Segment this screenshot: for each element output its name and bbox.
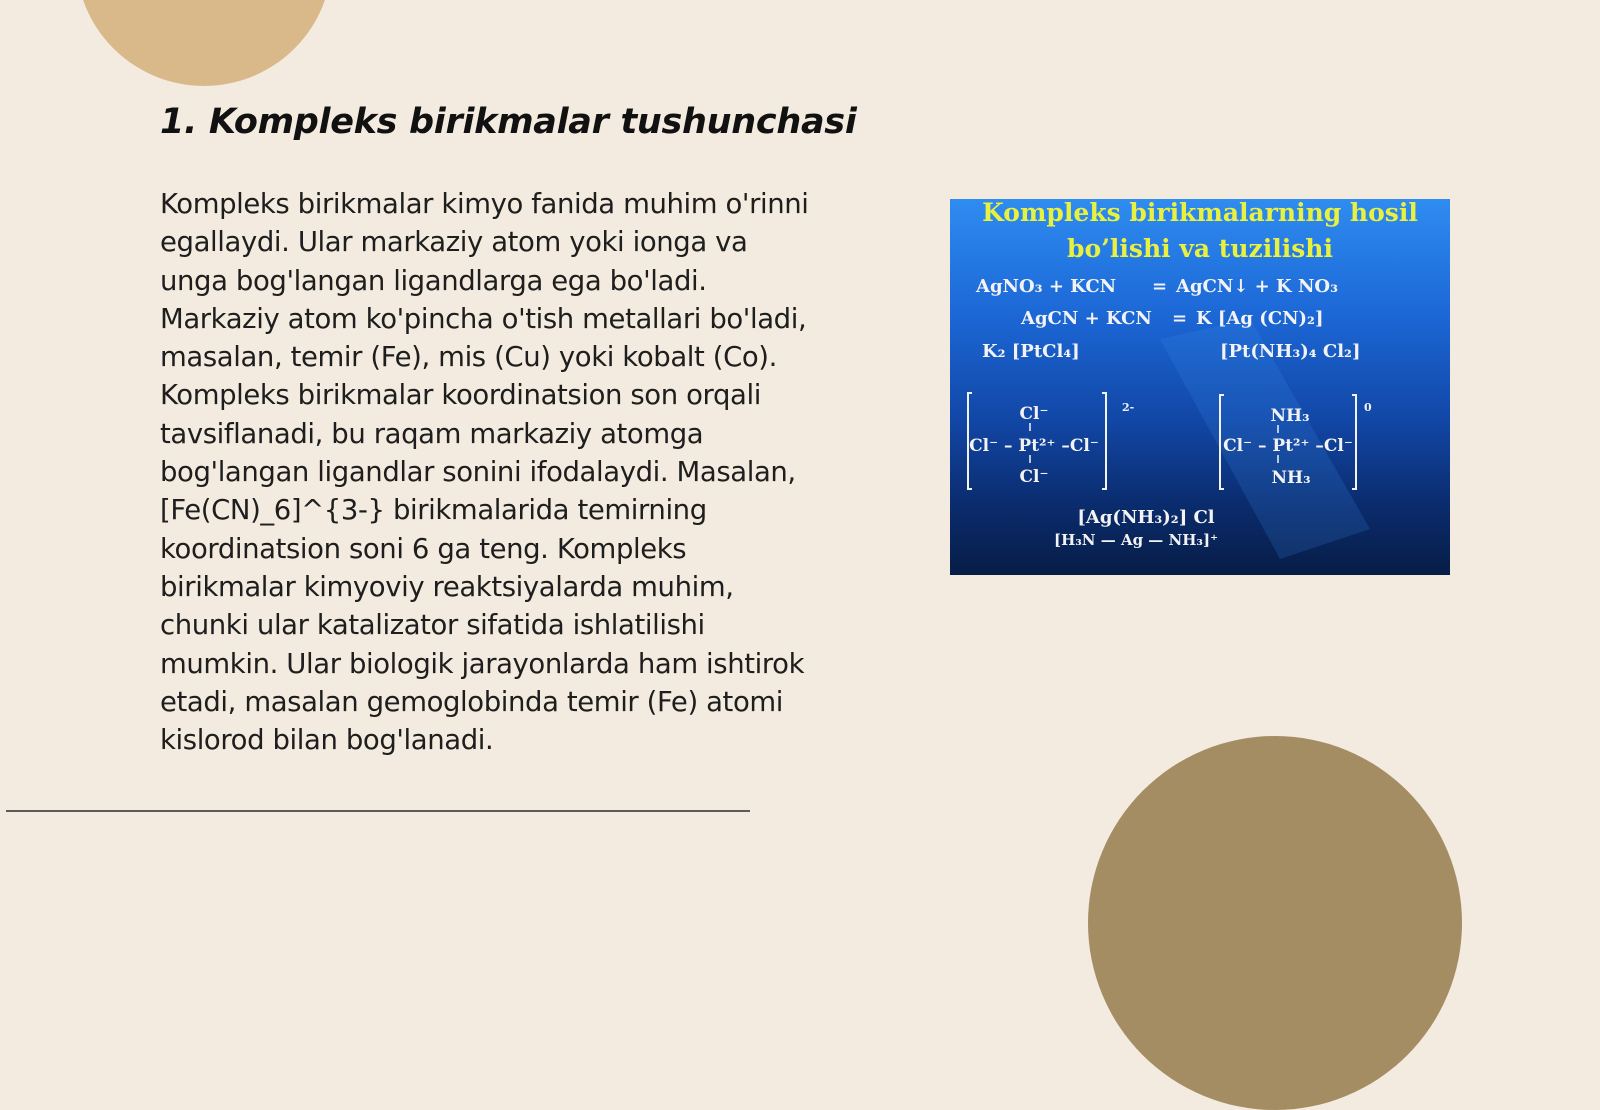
chemistry-diagram [950,199,1450,575]
complex2-middle: Cl⁻ – Pt²⁺ –Cl⁻ [1223,436,1353,456]
complex2-bottom-ligand: NH₃ [1271,468,1311,488]
complex2-top-ligand: NH₃ [1270,406,1310,426]
image-heading-line2: bo’lishi va tuzilishi [1067,234,1333,263]
silver-complex-structure: [H₃N — Ag — NH₃]⁺ [1053,531,1219,549]
complex-ptcl4-structure [968,393,1134,489]
slide-title: 1. Kompleks birikmalar tushunchasi [160,102,857,142]
decorative-circle-bottom [1088,736,1462,1110]
slide-body-text: Kompleks birikmalar kimyo fanida muhim o'rinni egallaydi. Ular markaziy atom yoki ionga va unga bog'langan ligandlarga ega bo'ladi. Markaziy atom ko'pincha o'tish metallari bo'ladi, masalan, temir (Fe), mis (Cu) yoki kobalt (Co). Kompleks birikmalar koordinatsion son orqali tavsiflanadi, bu raqam markaziy atomga bog'langan ligandlar sonini ifodalaydi. Masalan, [Fe(CN)_6]^{3-} birikmalarida temirning koordinatsion soni 6 ga teng. Kompleks birikmalar kimyoviy reaktsiyalarda muhim, chunki ular katalizator sifatida ishlatilishi mumkin. Ular biologik jarayonlarda ham ishtirok etadi, masalan gemoglobinda temir (Fe) atomi kislorod bilan bog'lanadi. [160,188,809,757]
complex1-bottom-ligand: Cl⁻ [1019,467,1049,487]
formula-pt-nh3-cl2: [Pt(NH₃)₄ Cl₂] [1220,341,1361,362]
complex1-top-ligand: Cl⁻ [1019,404,1049,424]
complex-compounds-image [950,199,1450,575]
complex2-charge: 0 [1364,401,1372,414]
equation2-left: AgCN + KCN [1021,308,1152,329]
equation1-right: AgCN↓ + K NO₃ [1176,276,1338,297]
equation2-equals: = [1172,308,1188,329]
formula-k2ptcl4: K₂ [PtCl₄] [982,341,1080,362]
equation1-left: AgNO₃ + KCN [976,276,1117,297]
equation1-equals: = [1152,276,1168,297]
decorative-circle-top [76,0,332,86]
image-heading-line1: Kompleks birikmalarning hosil [982,199,1418,227]
equation2-right: K [Ag (CN)₂] [1196,308,1324,329]
complex1-charge: 2- [1122,401,1135,414]
silver-complex-formula: [Ag(NH₃)₂] Cl [1077,507,1215,528]
divider-line [6,810,750,812]
complex1-middle: Cl⁻ – Pt²⁺ –Cl⁻ [969,436,1099,456]
